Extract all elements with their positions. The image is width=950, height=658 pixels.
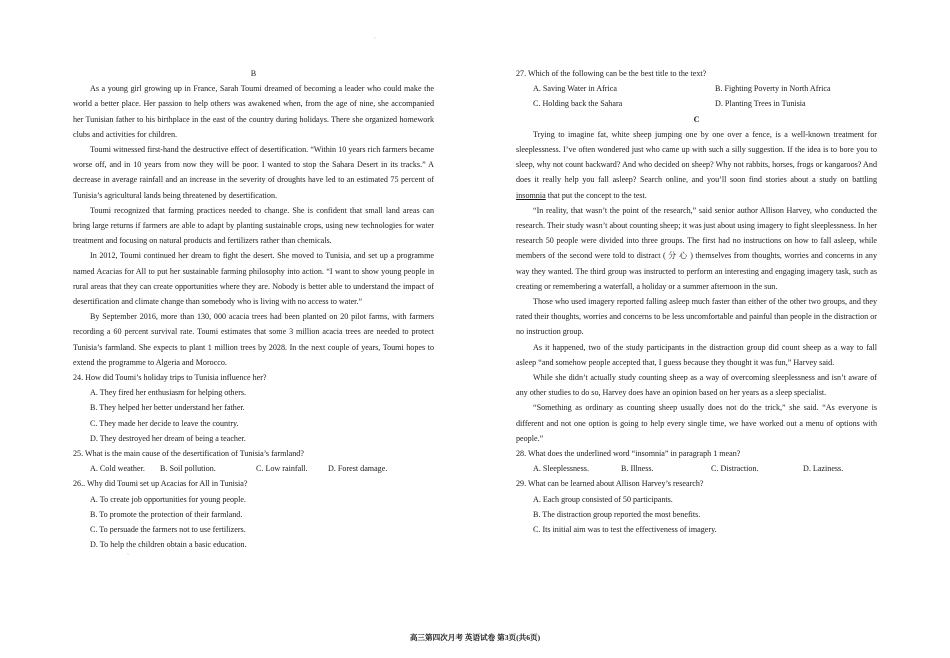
question-24-option: B. They helped her better understand her father. xyxy=(90,403,245,413)
question-25-option: B. Soil pollution. xyxy=(160,464,216,474)
question-29-option: C. Its initial aim was to test the effectiveness of imagery. xyxy=(533,525,717,535)
question-27-options-row2 xyxy=(516,96,877,111)
question-28-option: C. Distraction. xyxy=(711,464,759,474)
question-25-option: A. Cold weather. xyxy=(90,464,145,474)
question-25-option: C. Low rainfall. xyxy=(256,464,308,474)
question-27-options-row1 xyxy=(516,81,877,96)
question-24-option: A. They fired her enthusiasm for helping others. xyxy=(90,388,247,398)
question-27-option: D. Planting Trees in Tunisia xyxy=(715,99,806,109)
question-27-stem: 27. Which of the following can be the best title to the text? xyxy=(516,69,707,78)
section-label-b: B xyxy=(250,69,257,78)
question-29-option: B. The distraction group reported the most benefits. xyxy=(533,509,701,519)
passage-b-paragraph: In 2012, Toumi continued her dream to fight the desert. She moved to Tunisia, and set up a programme named Acacias for All to put her sustainable farming philosophy into action. “I want to show young people in rural areas that they can create opportunities where they are. Nobody is better able to understand the impact of desertification and climate change than somebody who is living with no access to water.” xyxy=(73,251,434,307)
underlined-word-insomnia: insomnia xyxy=(516,190,546,200)
passage-c-paragraph: While she didn’t actually study counting sheep as a way of overcoming sleeplessness and isn’t aware of any other studies to do so, Harvey does have an opinion based on her years as a sleep specialist. xyxy=(516,373,877,398)
right-column xyxy=(516,66,877,537)
question-27-option: A. Saving Water in Africa xyxy=(533,84,617,94)
question-24-option: D. They destroyed her dream of being a teacher. xyxy=(90,433,246,443)
question-26-option: B. To promote the protection of their farmland. xyxy=(90,509,243,519)
question-29-option: A. Each group consisted of 50 participants. xyxy=(533,494,673,504)
question-27-option: B. Fighting Poverty in North Africa xyxy=(715,84,831,94)
section-label-c: C xyxy=(693,114,700,124)
question-29-stem: 29. What can be learned about Allison Harvey’s research? xyxy=(516,479,704,489)
page-footer: 高三第四次月考 英语试卷 第3页(共6页) xyxy=(409,633,541,642)
passage-c-paragraph-1 xyxy=(516,127,877,203)
question-26-option: C. To persuade the farmers not to use fertilizers. xyxy=(90,525,246,535)
passage-b-paragraph: By September 2016, more than 130, 000 acacia trees had been planted on 20 pilot farms, with farmers recording a 60 percent survival rate. Toumi estimates that some 3 million acacia trees are needed to protect Tunisia’s farmland. She expects to plant 1 million trees by 2028. In the next couple of years, Toumi hopes to extend the programme to Algeria and Morocco. xyxy=(73,312,434,367)
question-28-option: D. Laziness. xyxy=(803,464,844,474)
top-mark: ` xyxy=(374,38,376,44)
question-26-stem: 26.. Why did Toumi set up Acacias for All in Tunisia? xyxy=(73,479,248,489)
question-28-options xyxy=(516,461,877,476)
paragraph-text: Trying to imagine fat, white sheep jumping one by one over a fence, is a well-known treatment for sleeplessness. I’ve often wondered just who came up with such a silly suggestion. If the idea is to bore you to sleep, why not count backward? And who decided on sheep? Why not rabbits, horses, frogs or kangaroos? And does it really help you fall asleep? Search online, and you’ll soon find stories about a study on battling xyxy=(516,129,877,185)
passage-c-paragraph: “Something as ordinary as counting sheep usually does not do the trick,” she said. “As everyone is different and not one option is going to help every single time, we have worked out a menu of options with people.” xyxy=(516,403,877,443)
question-24-stem: 24. How did Toumi’s holiday trips to Tunisia influence her? xyxy=(73,373,267,383)
question-28-stem: 28. What does the underlined word “insomnia” in paragraph 1 mean? xyxy=(516,449,741,459)
question-28-option: B. Illness. xyxy=(621,464,654,474)
question-25-stem: 25. What is the main cause of the desertification of Tunisia’s farmland? xyxy=(73,449,304,459)
passage-c-paragraph: “In reality, that wasn’t the point of the research,” said senior author Allison Harvey, who conducted the research. Their study wasn’t about counting sheep; it was just about using imagery to fight sleeplessness. In her research 50 people were divided into three groups. The first had no instructions on how to fall asleep, while members of the second were told to distract ( 分 心 ) themselves from thoughts, worries and concerns in any way they wanted. The third group was instructed to perform an interesting and engaging imagery task, such as creating or remembering a waterfall, a holiday or a summer afternoon in the sun. xyxy=(516,205,877,291)
left-column xyxy=(73,66,434,561)
question-25-options xyxy=(73,461,434,476)
paragraph-text: that put the concept to the test. xyxy=(545,190,647,200)
passage-b-paragraph: Toumi recognized that farming practices needed to change. She is confident that small land areas can bring large returns if farmers are able to adapt by planting sustainable crops, using new technologies for water treatment and focusing on natural products and fertilizers rather than chemicals. xyxy=(73,205,434,246)
question-26-option: D. To help the children obtain a basic education. xyxy=(90,540,247,550)
question-24-option: C. They made her decide to leave the country. xyxy=(90,418,239,428)
question-25-option: D. Forest damage. xyxy=(328,464,388,474)
passage-c-paragraph: Those who used imagery reported falling asleep much faster than either of the other two groups, and they rated their thoughts, worries and concerns to be less uncomfortable and painful than people in the distraction or no instruction group. xyxy=(516,297,877,337)
passage-b-paragraph: Toumi witnessed first-hand the destructive effect of desertification. “Within 10 years rich farmers became worse off, and in 10 years from now they will be poor. I wanted to stop the Sahara Desert in its tracks.” A decrease in average rainfall and an increase in the severity of droughts have led to an estimated 75 percent of Tunisia’s agricultural lands being threatened by desertification. xyxy=(73,145,434,200)
question-28-option: A. Sleeplessness. xyxy=(533,464,589,474)
question-27-option: C. Holding back the Sahara xyxy=(533,99,623,109)
passage-b-paragraph: As a young girl growing up in France, Sarah Toumi dreamed of becoming a leader who could make the world a better place. Her passion to help others was awakened when, from the age of nine, she accompanied her Tunisian father to his birthplace in the east of the country during holidays. There she organized homework clubs and activities for children. xyxy=(73,84,434,139)
passage-c-paragraph: As it happened, two of the study participants in the distraction group did count sheep as a way to fall asleep “and somehow people accepted that, I guess because they thought it was fun,” Harvey said. xyxy=(516,342,877,367)
question-26-option: A. To create job opportunities for young people. xyxy=(90,494,246,504)
bottom-mark: ` xyxy=(127,553,129,560)
